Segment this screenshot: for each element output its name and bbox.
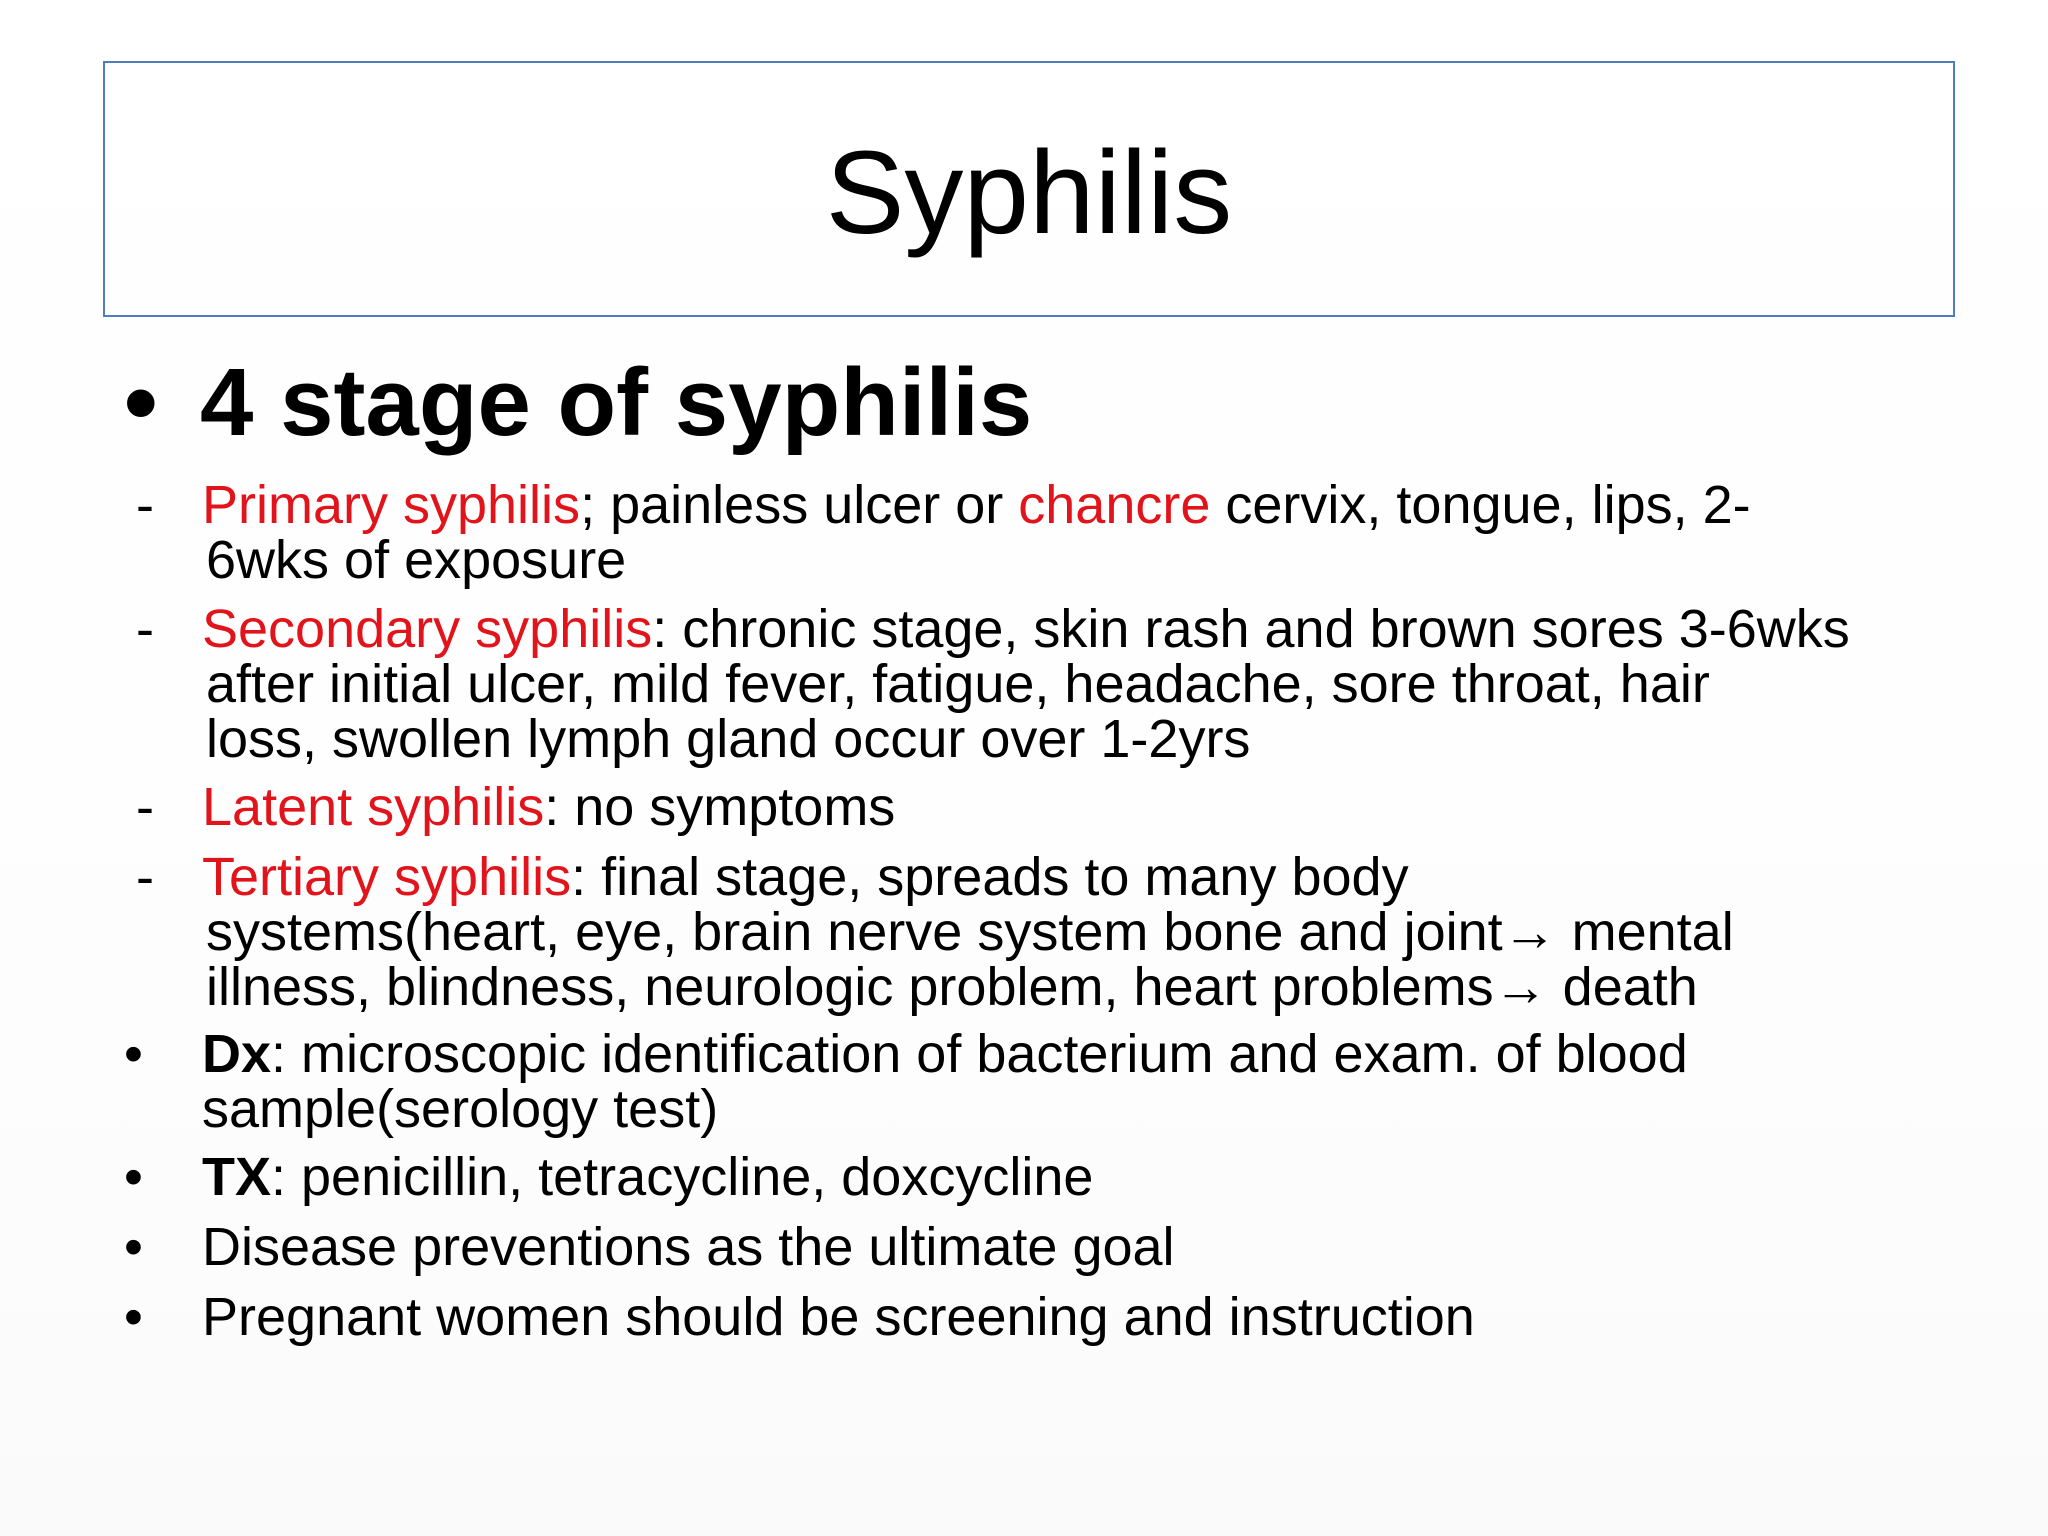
stage-name: Tertiary syphilis	[202, 847, 572, 907]
bullet-text: : microscopic identification of bacterium and exam. of blood	[271, 1024, 1688, 1084]
stage-text: illness, blindness, neurologic problem, heart problems→ death	[206, 957, 1698, 1017]
stage-text: : no symptoms	[544, 777, 896, 837]
stage-text: 6wks of exposure	[206, 530, 627, 590]
dash-marker: -	[136, 847, 154, 907]
bullet-label: Dx	[202, 1024, 272, 1084]
title-box	[103, 61, 1955, 317]
stage-text: : final stage, spreads to many body	[571, 847, 1409, 907]
dash-marker: -	[136, 599, 154, 659]
bullet-icon: •	[124, 1217, 143, 1277]
bullet-text: sample(serology test)	[202, 1079, 719, 1139]
stage-text: cervix, tongue, lips, 2-	[1210, 475, 1751, 535]
stage-tertiary	[136, 847, 1734, 1017]
stage-name: Latent syphilis	[202, 777, 545, 837]
bullet-text: Pregnant women should be screening and instruction	[202, 1287, 1475, 1347]
stage-secondary	[136, 599, 1850, 769]
heading-text: 4 stage of syphilis	[200, 349, 1033, 456]
section-heading	[124, 349, 1033, 456]
bullet-icon: •	[124, 1147, 143, 1207]
bullet-treatment	[124, 1147, 1094, 1207]
bullet-text: Disease preventions as the ultimate goal	[202, 1217, 1175, 1277]
bullet-diagnosis	[124, 1024, 1688, 1139]
stage-text: after initial ulcer, mild fever, fatigue, headache, sore throat, hair	[206, 654, 1710, 714]
dash-marker: -	[136, 475, 154, 535]
slide-title: Syphilis	[825, 127, 1233, 259]
bullet-icon: •	[124, 1024, 143, 1084]
stage-primary	[136, 475, 1751, 590]
dash-marker: -	[136, 777, 154, 837]
bullet-pregnancy	[124, 1287, 1475, 1347]
bullet-label: TX	[202, 1147, 272, 1207]
bullet-text: : penicillin, tetracycline, doxcycline	[271, 1147, 1094, 1207]
stage-text: systems(heart, eye, brain nerve system bone and joint→ mental	[206, 902, 1734, 962]
chancre-term: chancre	[1018, 475, 1211, 535]
bullet-icon: •	[124, 1287, 143, 1347]
bullet-icon: •	[124, 349, 158, 456]
stage-text: : chronic stage, skin rash and brown sores 3-6wks	[652, 599, 1850, 659]
stage-name: Primary syphilis	[202, 475, 581, 535]
bullet-prevention	[124, 1217, 1175, 1277]
stage-text: loss, swollen lymph gland occur over 1-2yrs	[206, 709, 1251, 769]
stage-latent	[136, 777, 896, 837]
stage-name: Secondary syphilis	[202, 599, 653, 659]
stage-text: ; painless ulcer or	[580, 475, 1019, 535]
